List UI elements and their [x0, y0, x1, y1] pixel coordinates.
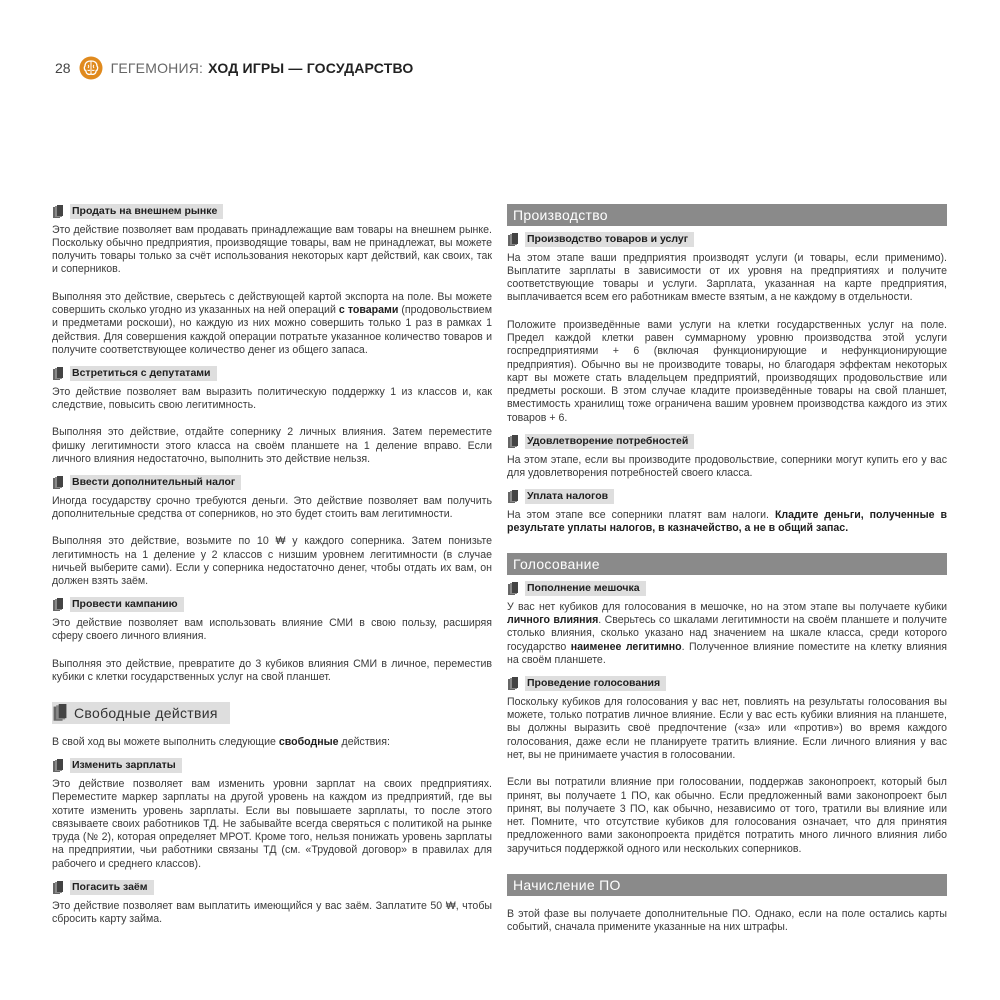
paragraph: Выполняя это действие, сверьтесь с действующей картой экспорта на поле. Вы можете совершить сколько угодно из указанных на ней операций с товарами (продовольствием и предметами роскоши), но каждую из них можно совершить только 1 раз в рамках 1 действия. Для совершения каждой операции потратьте указанное количество товаров и получите соответствующее количество денег из общего запаса.: [52, 290, 492, 356]
card-stack-icon: [52, 598, 64, 612]
paragraph: На этом этапе все соперники платят вам налоги. Кладите деньги, полученные в результате уплаты налогов, в казначейство, а не в общий запас.: [507, 508, 947, 534]
page-header: [55, 56, 414, 80]
card-stack-icon: [507, 435, 519, 449]
paragraph: Это действие позволяет вам выплатить имеющийся у вас заём. Заплатите 50 ₩, чтобы сбросить карту займа.: [52, 899, 492, 925]
brain-logo-icon: [79, 56, 103, 80]
paragraph: Если вы потратили влияние при голосовании, поддержав законопроект, который был принят, вы получаете 1 ПО, как обычно. Если предложенный вами законопроект был принят, вы получаете 3 ПО, как обычно, независимо от того, тратили вы влияние или нет. Помните, что отсутствие кубиков для голосования означает, что для принятия предложенного вами законопроекта придётся потратить много личного влияния либо заручиться поддержкой одного или нескольких соперников.: [507, 776, 947, 855]
header-section-title: ХОД ИГРЫ — ГОСУДАРСТВО: [208, 60, 414, 76]
card-stack-icon: [52, 476, 64, 490]
action-title: Изменить зарплаты: [70, 758, 182, 773]
page-number: 28: [55, 60, 71, 76]
card-stack-icon: [507, 677, 519, 691]
card-stack-icon: [507, 582, 519, 596]
action-title: Проведение голосования: [525, 676, 666, 691]
section-bar-scoring: Начисление ПО: [507, 874, 947, 896]
action-heading-vote: [507, 676, 666, 691]
action-title: Ввести дополнительный налог: [70, 475, 241, 490]
card-stack-icon: [52, 704, 68, 722]
left-column: [52, 204, 492, 926]
paragraph: Поскольку кубиков для голосования у вас нет, повлиять на результаты голосования вы можете, только потратив личное влияние. Если у вас есть кубики влияния на планшете, вы должны выразить своё предпочтение («за» или «против») во время каждого голосования, даже если не планируете тратить влияние. Если личного влияния у вас нет, вы не принимаете участия в голосовании.: [507, 695, 947, 761]
action-title: Встретиться с депутатами: [70, 366, 217, 381]
paragraph: Это действие позволяет вам изменить уровни зарплат на своих предприятиях. Переместите маркер зарплаты на другой уровень на каждом из предприятий, где вы хотите изменить уровень зарплаты. Если вы повышаете зарплаты, то после этого связываете своих работников ТД. Не забывайте всегда сверяться с политикой на рынке труда (№ 2), которая определяет МРОТ. Кроме того, нельзя понижать уровень зарплаты на предприятии, чьи работники связаны ТД (см. «Трудовой договор» в правилах для рабочего и среднего классов).: [52, 777, 492, 870]
action-heading-campaign: [52, 597, 184, 612]
card-stack-icon: [52, 759, 64, 773]
action-heading-extra-tax: [52, 475, 241, 490]
header-section-label: ГЕГЕМОНИЯ:: [110, 60, 204, 76]
action-heading-repay-loan: [52, 880, 154, 895]
right-column: [507, 204, 947, 935]
paragraph: У вас нет кубиков для голосования в мешочке, но на этом этапе вы получаете кубики личного влияния. Сверьтесь со шкалами легитимности на своём планшете и получите столько влияния, сколько указано над значением на шкале класса, среди которого государство наименее легитимно. Полученное влияние поместите на клетку влияния на своём планшете.: [507, 600, 948, 666]
card-stack-icon: [52, 367, 64, 381]
paragraph: На этом этапе ваши предприятия производят услуги (и товары, если применимо). Выплатите зарплаты в зависимости от их уровня на предприятиях и получите соответствующие товары и услуги. Зарплата, указанная на карте предприятия, выплачивается всем его работникам вместе взятым, а не каждому в отдельности.: [507, 251, 947, 304]
paragraph: В свой ход вы можете выполнить следующие свободные действия:: [52, 736, 390, 749]
action-heading-production: [507, 232, 694, 247]
action-title: Удовлетворение потребностей: [525, 434, 694, 449]
action-heading-taxes: [507, 489, 614, 504]
action-title: Погасить заём: [70, 880, 154, 895]
free-actions-heading: [52, 702, 230, 724]
section-bar-voting: Голосование: [507, 553, 947, 575]
paragraph: Выполняя это действие, отдайте сопернику 2 личных влияния. Затем переместите фишку легитимности этого класса на своём планшете на 1 деление вправо. Если личного влияния недостаточно, выполнить это действие нельзя.: [52, 426, 492, 465]
action-heading-bag: [507, 581, 646, 596]
action-heading-change-wages: [52, 758, 182, 773]
action-heading-meet-deputies: [52, 366, 217, 381]
section-bar-production: Производство: [507, 204, 947, 226]
paragraph: В этой фазе вы получаете дополнительные ПО. Однако, если на поле остались карты событий, сначала примените указанные на них штрафы.: [507, 908, 947, 934]
action-title: Производство товаров и услуг: [525, 232, 694, 247]
paragraph: Выполняя это действие, возьмите по 10 ₩ у каждого соперника. Затем понизьте легитимность на 1 деление у 2 классов с низшим уровнем легитимности (в случае ничьей выберите сами). Если у соперника недостаточно денег, чтобы отдать их вам, он должен взять заём.: [52, 535, 492, 588]
paragraph: Иногда государству срочно требуются деньги. Это действие позволяет вам получить дополнительные средства от соперников, но это будет стоить вам легитимности.: [52, 494, 492, 520]
free-actions-title: Свободные действия: [74, 705, 218, 722]
card-stack-icon: [52, 881, 64, 895]
card-stack-icon: [52, 205, 64, 219]
action-title: Пополнение мешочка: [525, 581, 646, 596]
paragraph: Положите произведённые вами услуги на клетки государственных услуг на поле. Предел каждой клетки равен суммарному уровню производства этой услуги госпредприятиями + 6 (включая функционирующие и нефункционирующие предприятия). Обычно вы не производите товары, но благодаря эффектам некоторых карт вы можете стать владельцем предприятий, производящих продовольствие или предметы роскоши. В этом случае кладите произведённые товары на свой планшет, вместимость хранилищ тоже ограничена вашим уровнем производства каждого из этих товаров + 6.: [507, 318, 947, 424]
paragraph: Это действие позволяет вам продавать принадлежащие вам товары на внешнем рынке. Поскольку обычно предприятия, производящие товары, вам не принадлежат, вы можете получить товары только за счёт использования некоторых карт действий, как своих, так и соперников.: [52, 223, 492, 276]
card-stack-icon: [507, 490, 519, 504]
paragraph: Это действие позволяет вам использовать влияние СМИ в свою пользу, расширяя сферу своего личного влияния.: [52, 616, 492, 643]
paragraph: Выполняя это действие, превратите до 3 кубиков влияния СМИ в личное, переместив кубики с клетки государственных услуг на свой планшет.: [52, 657, 492, 683]
action-heading-sell-external: [52, 204, 223, 219]
action-heading-needs: [507, 434, 694, 449]
action-title: Продать на внешнем рынке: [70, 204, 223, 219]
paragraph: На этом этапе, если вы производите продовольствие, соперники могут купить его у вас для удовлетворения потребностей своего класса.: [507, 453, 947, 479]
action-title: Провести кампанию: [70, 597, 184, 612]
action-title: Уплата налогов: [525, 489, 614, 504]
paragraph: Это действие позволяет вам выразить политическую поддержку 1 из классов и, как следствие, повысить свою легитимность.: [52, 385, 492, 411]
card-stack-icon: [507, 233, 519, 247]
